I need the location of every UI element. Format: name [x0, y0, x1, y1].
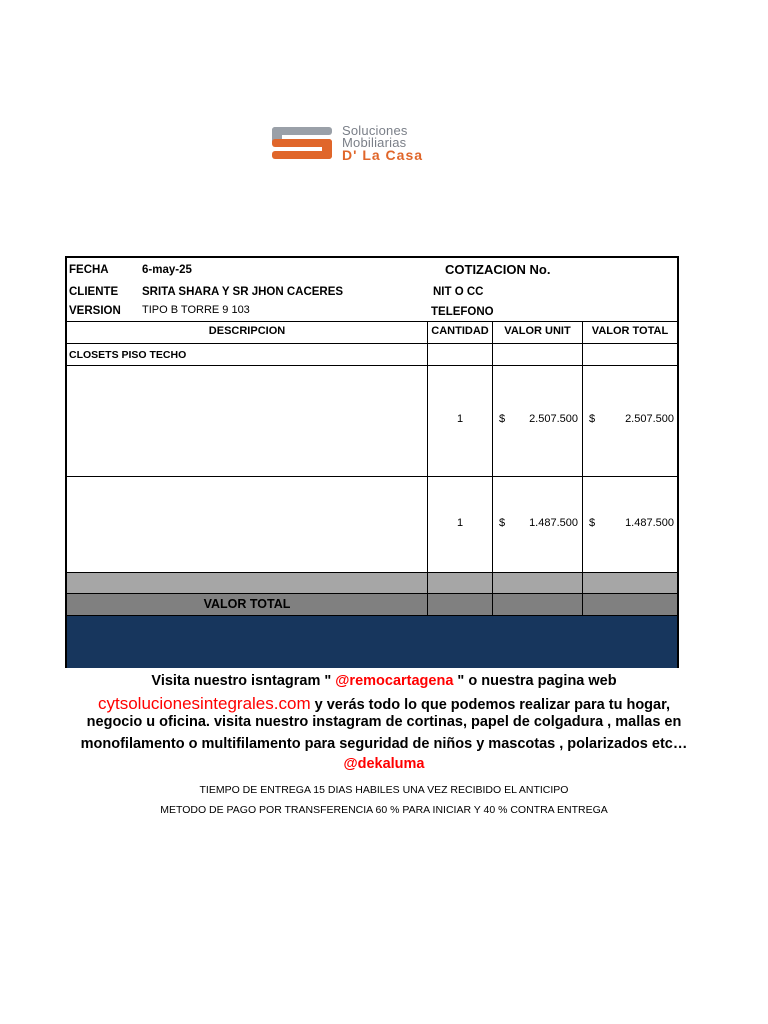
subtotal-row: [67, 573, 677, 593]
item-cantidad: 1: [456, 517, 464, 529]
promo-text: " o nuestra pagina web: [453, 673, 617, 689]
currency-symbol: $: [499, 517, 506, 529]
valor-total-label: VALOR TOTAL: [203, 597, 291, 611]
currency-symbol: $: [499, 413, 506, 425]
company-logo: [270, 124, 450, 164]
quotation-table: [65, 256, 679, 668]
dekaluma-handle-link[interactable]: @dekaluma: [343, 756, 425, 772]
promo-line-5: [0, 756, 768, 772]
payment-method-note: METODO DE PAGO POR TRANSFERENCIA 60 % PARA INICIAR Y 40 % CONTRA ENTREGA: [160, 804, 608, 816]
logo-s-mark-icon: [270, 124, 334, 162]
item-valor-total: 2.507.500: [625, 413, 674, 425]
promo-line-2: [0, 694, 768, 714]
instagram-handle-link[interactable]: @remocartagena: [335, 673, 454, 689]
col-valor-unit: VALOR UNIT: [504, 325, 571, 337]
promo-line-1: [0, 673, 768, 689]
promo-text: Visita nuestro isntagram ": [151, 673, 336, 689]
currency-symbol: $: [589, 413, 596, 425]
item-valor-unit: 1.487.500: [529, 517, 578, 529]
promo-text: y verás todo lo que podemos realizar para tu hogar,: [310, 697, 670, 713]
footer-band: [67, 616, 677, 668]
item-valor-unit: 2.507.500: [529, 413, 578, 425]
logo-text-line1: Soluciones: [342, 123, 408, 138]
website-link[interactable]: cytsolucionesintegrales.com: [98, 694, 311, 713]
delivery-time-note: TIEMPO DE ENTREGA 15 DIAS HABILES UNA VEZ RECIBIDO EL ANTICIPO: [199, 784, 569, 796]
cliente-value: SRITA SHARA Y SR JHON CACERES: [142, 286, 344, 298]
telefono-label: TELEFONO: [431, 306, 494, 318]
version-label: VERSION: [69, 305, 121, 317]
logo-text-line3: D' La Casa: [342, 147, 424, 163]
cliente-label: CLIENTE: [69, 286, 119, 298]
fecha-value: 6-may-25: [142, 264, 192, 276]
nit-label: NIT O CC: [433, 286, 484, 298]
col-valor-total: VALOR TOTAL: [591, 325, 669, 337]
currency-symbol: $: [589, 517, 596, 529]
item-valor-total: 1.487.500: [625, 517, 674, 529]
promo-line-4: monofilamento o multifilamento para seguridad de niños y mascotas , polarizados etc…: [80, 736, 688, 752]
cotizacion-label: COTIZACION No.: [445, 262, 551, 277]
logo-text-line2: Mobiliarias: [342, 135, 407, 150]
item-description: CLOSETS PISO TECHO: [69, 349, 187, 361]
version-value: TIPO B TORRE 9 103: [142, 304, 250, 316]
col-cantidad: CANTIDAD: [431, 325, 489, 337]
promo-line-3: negocio u oficina. visita nuestro instagram de cortinas, papel de colgadura , mallas en: [86, 714, 682, 730]
col-descripcion: DESCRIPCION: [208, 325, 286, 337]
fecha-label: FECHA: [69, 264, 109, 276]
item-cantidad: 1: [456, 413, 464, 425]
